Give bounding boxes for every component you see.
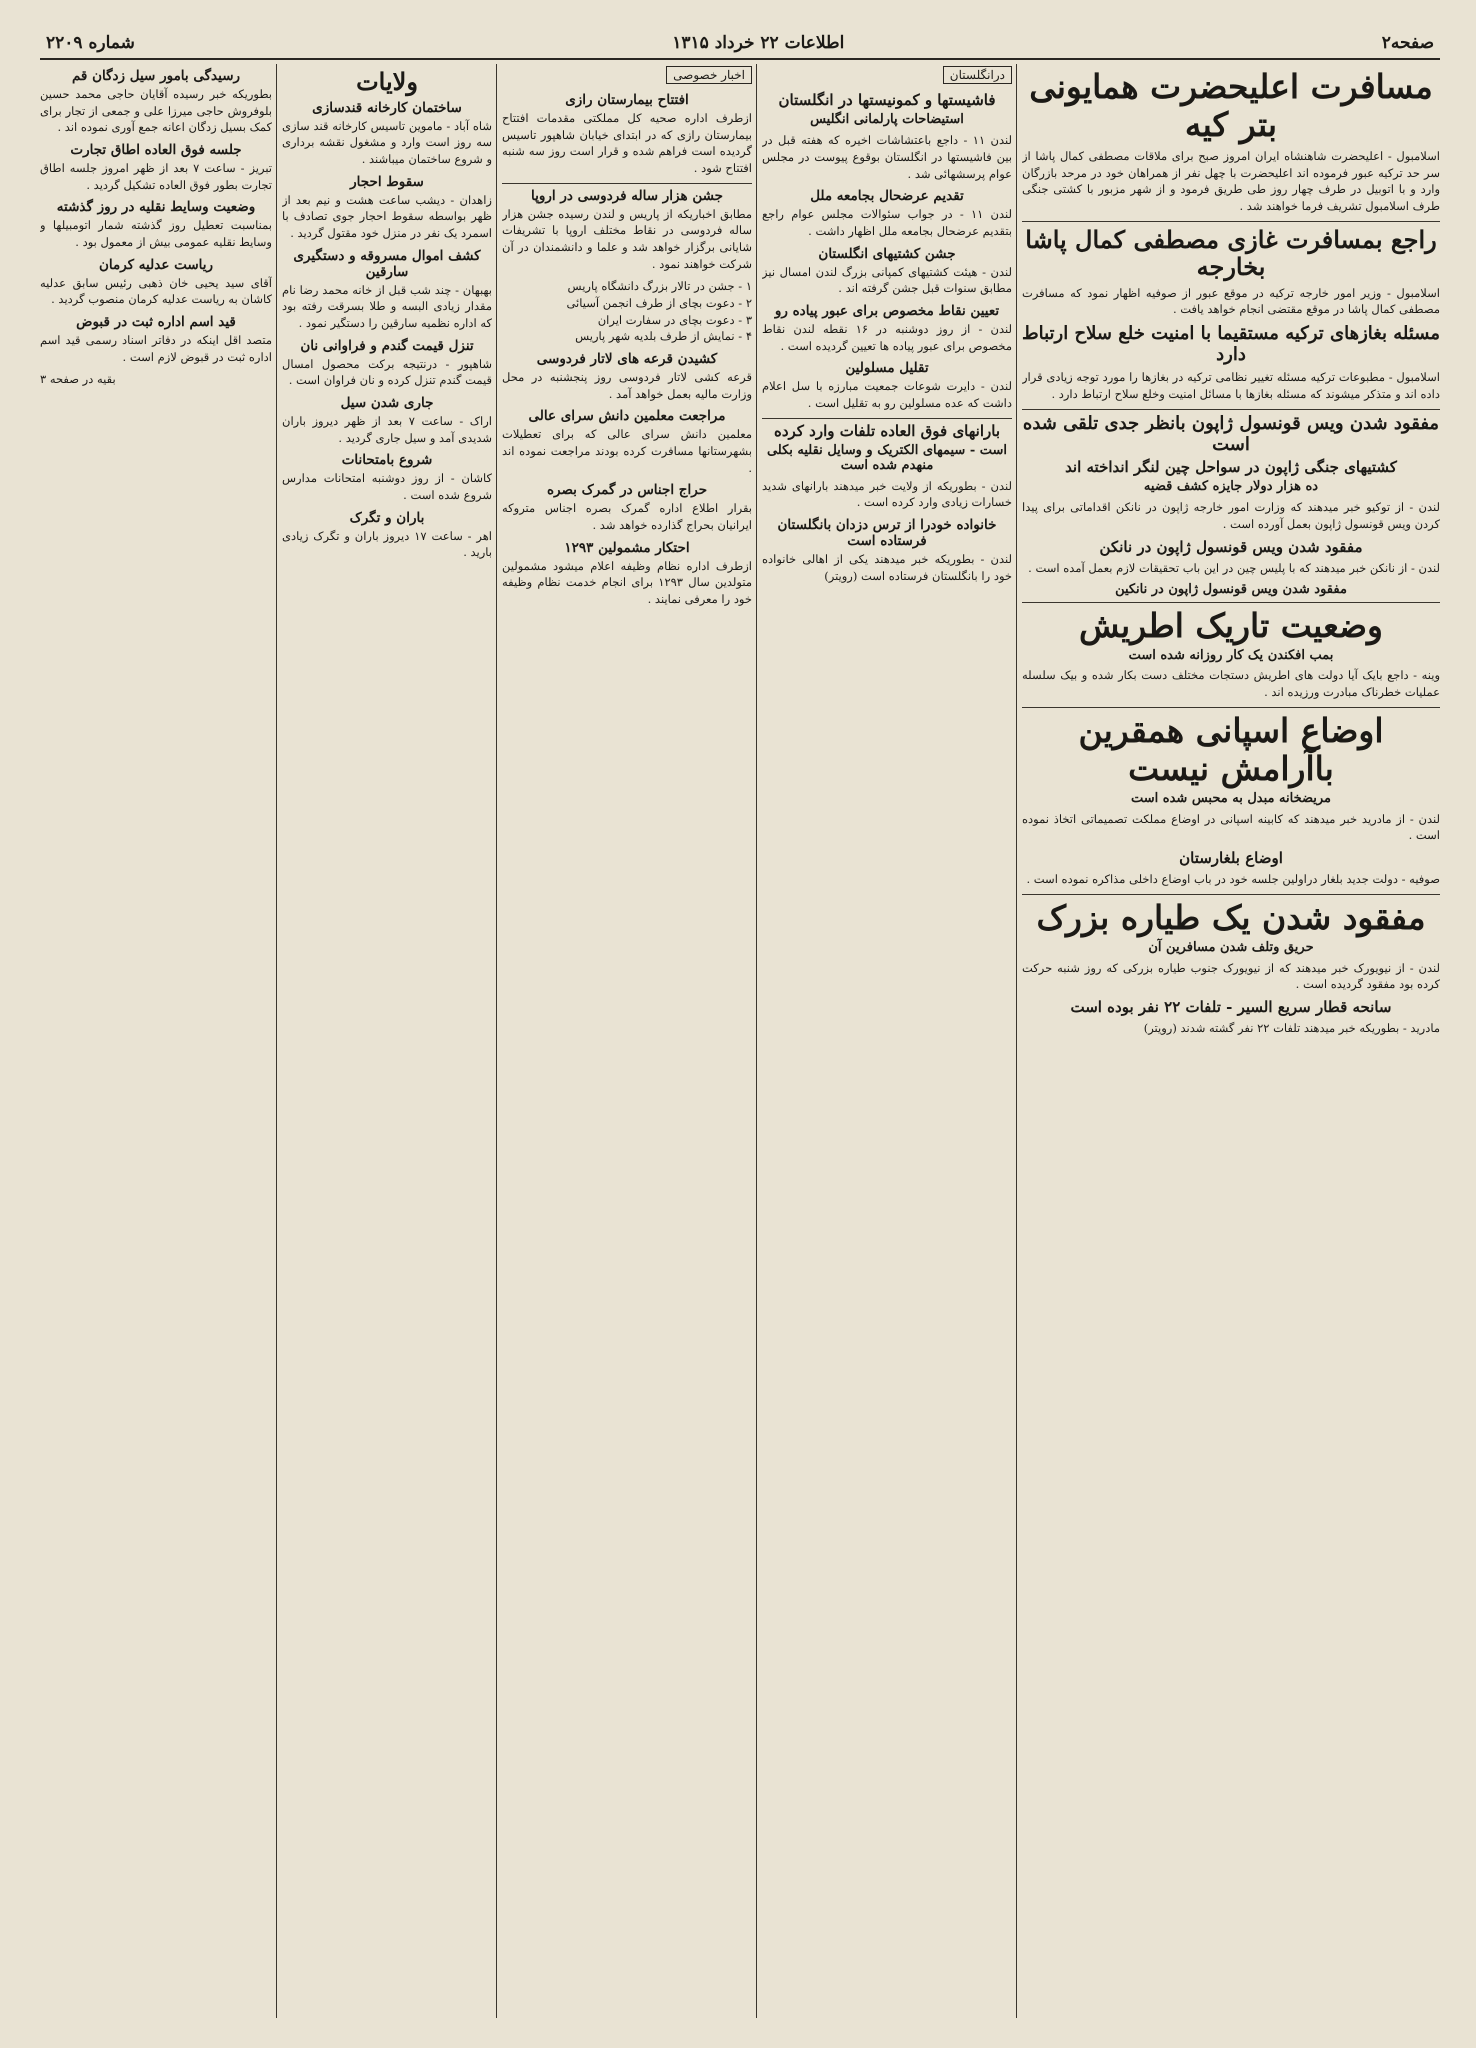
article-text: صوفیه - دولت جدید بلغار دراولین جلسه خود در باب اوضاع داخلی مذاکره نموده است . (1026, 872, 1440, 887)
headline: مسافرت اعلیحضرت همایونی بتر کیه (1029, 67, 1433, 144)
headline: ریاست عدلیه کرمان (98, 256, 214, 273)
article-text: ازطرف اداره نظام وظیفه اعلام میشود مشمولین متولدین سال ۱۲۹۳ برای انجام خدمت نظام وظیفه خود را معرفی نمایند . (502, 558, 752, 607)
headline: سانحه قطار سریع السیر - تلفات ۲۲ نفر بوده است (1070, 998, 1392, 1017)
article-text: لندن - هیئت کشتیهای کمپانی بزرگ لندن امسال نیز مطابق سنوات قبل جشن گرفته اند . (762, 264, 1012, 296)
headline: مفقود شدن ویس قونسول ژاپون در نانکن (1099, 537, 1363, 556)
continued-note: بقیه در صفحه ۳ (40, 372, 116, 387)
article-text: وینه - داجع بایک آیا دولت های اطریش دستجات مختلف دست بکار شده و بیک سلسله عملیات خطرناک مبادرت ورزیده اند . (1022, 668, 1440, 700)
headline: مراجعت معلمین دانش سرای عالی (528, 408, 726, 425)
headline: افتتاح بیمارستان رازی (565, 92, 689, 108)
article-text: مادرید - بطوریکه خبر میدهند تلفات ۲۲ نفر گشته شدند (رویتر) (1143, 1021, 1440, 1036)
column-rule (756, 64, 757, 2018)
column-private-news (502, 64, 752, 2018)
article-text: لندن - از روز دوشنبه در ۱۶ نقطه لندن نقاط مخصوص برای عبور پیاده ها تعیین گردیده است . (762, 321, 1012, 353)
article-text: لندن - از نانکن خبر میدهند که با پلیس چین در این باب تحقیقات لازم بعمل آمده است . (1028, 560, 1440, 575)
article-text: متصد اقل اینکه در دفاتر اسناد رسمی قید اسم اداره ثبت در قبوض لازم است . (40, 333, 272, 364)
page-number: صفحه۲ (1381, 33, 1434, 53)
headline: تقلیل مسلولین (845, 360, 929, 377)
article-text: بطوریکه خبر رسیده آقایان حاجی محمد حسین بلوفروش حاجی میرزا علی و جمعی از تجار برای کمک بسیل زدگان اعانه جمع آوری نموده اند . (40, 87, 272, 135)
section-kicker: اخبار خصوصی (666, 66, 752, 84)
headline: مفقود شدن ویس قونسول ژاپون بانظر جدی تلقی شده است (1022, 412, 1440, 455)
headline: خانواده خودرا از ترس دزدان بانگلستان فرستاده است (777, 517, 997, 550)
subheadline: مریضخانه مبدل به محبس شده است (1131, 790, 1331, 806)
headline: باران و تگرک (349, 509, 425, 526)
section-kicker: درانگلستان (943, 66, 1012, 84)
article-text: شاهپور - درنتیجه برکت محصول امسال قیمت گندم تنزل کرده و نان فراوان است . (282, 356, 492, 388)
article-text: اراک - ساعت ۷ بعد از ظهر دیروز باران شدیدی آمد و سیل جاری گردید . (282, 413, 492, 445)
divider (502, 183, 752, 184)
headline: راجع بمسافرت غازی مصطفی کمال پاشا بخارجه (1025, 224, 1437, 282)
article-text: لندن - بطوریکه از ولایت خبر میدهند بارانهای شدید خسارات زیادی وارد کرده است . (762, 478, 1012, 510)
article-text: لندن ۱۱ - داجع باعتشاشات اخیره که هفته قبل در بین فاشیستها در انگلستان بوقوع پیوست در مجلس عوام پرسشهائی شد . (762, 133, 1012, 181)
headline: تنزل قیمت گندم و فراوانی نان (300, 337, 474, 354)
divider (1022, 707, 1440, 708)
article-text: اسلامبول - مطبوعات ترکیه مسئله تغییر نظامی ترکیه در بغازها را مورد توجه زیادی قرار داده اند و متذکر میشوند که مسئله بغازها با مسائل امنیت وخلع سلاح ارتباط دارد . (1022, 370, 1440, 402)
article-text: لندن - دایرت شوعات جمعیت مبارزه با سل اعلام داشت که عده مسلولین رو به تقلیل است . (762, 379, 1012, 410)
divider (1022, 894, 1440, 895)
subheadline: بمب افکندن یک کار روزانه شده است (1128, 647, 1334, 663)
article-text: لندن - از توکیو خبر میدهند که وزارت امور خارجه ژاپون در نانکن اقداماتی برای پیدا کردن ویس قونسول ژاپون بعمل آورده است . (1022, 500, 1440, 532)
headline: شروع بامتحانات (341, 452, 433, 469)
article-text: قرعه کشی لاتار فردوسی روز پنجشنبه در محل وزارت مالیه بعمل خواهد آمد . (502, 370, 752, 401)
article-list: ۱ - جشن در تالار بزرگ دانشگاه پاریس ۲ - دعوت بچای از طرف انجمن آسیائی ۳ - دعوت بچای در سفارت ایران ۴ - نمایش از طرف بلدیه شهر پاریس (566, 279, 752, 344)
divider (762, 418, 1012, 419)
section-title: ولایات (356, 67, 418, 96)
headline: ساختمان کارخانه قندسازی (312, 99, 462, 116)
article-text: اسلامبول - وزیر امور خارجه ترکیه در موقع عبور از صوفیه اظهار نمود که مسافرت مصطفی کمال پاشا در موقع مقتضی انجام خواهد یافت . (1022, 285, 1440, 317)
headline: وضعیت وسایط نقلیه در روز گذشته (56, 199, 256, 216)
headline: سقوط احجار (350, 173, 424, 190)
column-rule (276, 64, 277, 2018)
headline: جشن هزار ساله فردوسی در اروپا (531, 187, 723, 204)
headline: مفقود شدن یک طیاره بزرک (1036, 897, 1426, 937)
column-rule (496, 64, 497, 2018)
headline: جشن کشتیهای انگلستان (818, 245, 956, 262)
masthead (40, 28, 1440, 60)
headline: قید اسم اداره ثبت در قبوض (76, 314, 236, 331)
subheadline: کشتیهای جنگی ژاپون در سواحل چین لنگر انداخته اند (1065, 458, 1397, 477)
headline: بارانهای فوق العاده تلفات وارد کرده (773, 421, 1001, 440)
article-text: تبریز - ساعت ۷ بعد از ظهر امروز جلسه اطاق تجارت بطور فوق العاده تشکیل گردید . (40, 161, 272, 192)
issue-number: شماره ۲۲۰۹ (46, 33, 135, 53)
headline: جلسه فوق العاده اطاق تجارت (70, 142, 242, 159)
article-text: معلمین دانش سرای عالی که برای تعطیلات بشهرستانها مسافرت کرده بودند مراجعت نموده اند . (502, 427, 752, 475)
subheadline: استیضاحات پارلمانی انگلیس (810, 112, 964, 128)
headline: مسئله بغازهای ترکیه مستقیما با امنیت خلع سلاح ارتباط دارد (1022, 323, 1440, 365)
issue-date: اطلاعات ۲۲ خرداد ۱۳۱۵ (672, 33, 845, 53)
divider (1022, 221, 1440, 222)
article-text: ازطرف اداره صحیه کل مملکتی مقدمات افتتاح بیمارستان رازی که در ابتدای خیابان شاهپور تاسیس گردیده است فراهم شده و قرار است روز سه شنبه افتتاح شود . (502, 111, 752, 176)
article-text: لندن ۱۱ - در جواب سئوالات مجلس عوام راجع بتقدیم عرضحال بجامعه ملل اظهار داشت . (762, 207, 1012, 238)
divider (1022, 409, 1440, 410)
headline: رسیدگی بامور سیل زدگان قم (71, 68, 241, 84)
column-england (762, 64, 1012, 2018)
subheadline: ده هزار دولار جایزه کشف قضیه (1143, 479, 1319, 495)
headline: تعیین نقاط مخصوص برای عبور پیاده رو (774, 302, 1000, 319)
column-provinces-continued (40, 64, 272, 2018)
headline: تقدیم عرضحال بجامعه ملل (810, 188, 964, 205)
article-text: لندن - بطوریکه خبر میدهند یکی از اهالی خانواده خود را بانگلستان فرستاده است (رویتر) (762, 552, 1012, 583)
divider (1022, 602, 1440, 603)
newspaper-page (40, 28, 1440, 2018)
article-text: بقرار اطلاع اداره گمرک بصره اجناس متروکه ایرانیان بحراج گذارده خواهد شد . (502, 501, 752, 533)
article-text: بهبهان - چند شب قبل از خانه محمد رضا نام مقدار زیادی البسه و طلا بسرقت رفته بود که اداره نظمیه سارقین را دستگیر نمود . (282, 282, 492, 330)
column-foreign-news (1022, 64, 1440, 2018)
headline: اوضاع اسپانی همقرین باآرامش نیست (1078, 710, 1384, 788)
headline: احتکار مشمولین ۱۲۹۳ (564, 539, 690, 556)
headline: حراج اجناس در گمرک بصره (546, 482, 708, 499)
article-text: لندن - از نیویورک خبر میدهند که از نیویورک جنوب طیاره بزرکی که روز شنبه حرکت کرده بود مفقود گردیده است . (1022, 960, 1440, 992)
article-text: لندن - از مادرید خبر میدهند که کابینه اسپانی در اوضاع مملکت تصمیماتی اتخاذ نموده است . (1022, 811, 1440, 843)
article-text: کاشان - از روز دوشنبه امتحانات مدارس شروع شده است . (282, 471, 492, 502)
column-provinces (282, 64, 492, 2018)
article-text: آقای سید یحیی خان ذهبی رئیس سابق عدلیه کاشان به ریاست عدلیه کرمان منصوب گردید . (40, 275, 272, 307)
article-text: زاهدان - دیشب ساعت هشت و نیم بعد از ظهر بواسطه سقوط احجار جوی تصادف با اسمرد یک نفر در منزل خود مقتول گردید . (282, 192, 492, 240)
headline: فاشیستها و کمونیستها در انگلستان (778, 91, 996, 109)
subheadline: است - سیمهای الکتریک و وسایل نقلیه بکلی منهدم شده است (766, 442, 1008, 473)
headline: کشیدن قرعه های لاتار فردوسی (536, 351, 718, 368)
column-rule (1016, 64, 1017, 2018)
article-text: اسلامبول - اعلیحضرت شاهنشاه ایران امروز صبح برای ملاقات مصطفی کمال پاشا از سر حد ترکیه عبور فرموده اند اعلیحضرت با چهل نفر از همراهان خود در مرحد بازرگان وارد و با اتوبیل در طرف چهار روز طی طریق فرمود و از شهر مزبور با کشتی جنگی طرف اسلامبول تشریف فرما خواهند شد . (1022, 148, 1440, 213)
article-text: بمناسبت تعطیل روز گذشته شمار اتومبیلها و وسایط نقلیه عمومی بیش از معمول بود . (40, 218, 272, 250)
headline: مفقود شدن ویس قونسول ژاپون در نانکین (1115, 581, 1347, 597)
article-text: شاه آباد - ماموین تاسیس کارخانه قند سازی سه روز است وارد و مشغول نقشه برداری و شروع ساختمان میباشند . (282, 118, 492, 166)
headline: اوضاع بلغارستان (1179, 848, 1283, 867)
headline: وضعیت تاریک اطریش (1078, 605, 1383, 645)
article-text: اهر - ساعت ۱۷ دیروز باران و تگرک زیادی بارید . (282, 528, 492, 560)
headline: کشف اموال مسروقه و دستگیری سارقین (293, 247, 481, 280)
article-text: مطابق اخباریکه از پاریس و لندن رسیده جشن هزار ساله فردوسی در نقاط مختلف اروپا با تشریفات شایانی برگزار خواهد شد و علما و دانشمندان در آن شرکت خواهند نمود . (502, 206, 752, 271)
headline: جاری شدن سیل (340, 394, 434, 411)
subheadline: حریق وتلف شدن مسافرین آن (1148, 939, 1314, 955)
